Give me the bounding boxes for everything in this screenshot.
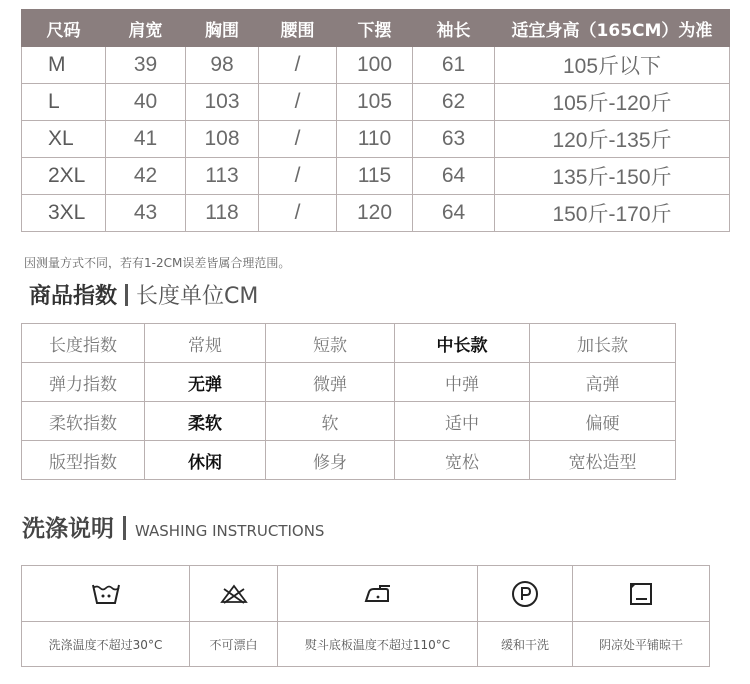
table-row bbox=[22, 121, 730, 158]
table-cell: 135斤-150斤 bbox=[495, 158, 730, 195]
table-row bbox=[22, 158, 730, 195]
index-row bbox=[22, 324, 676, 363]
table-cell: / bbox=[259, 121, 337, 158]
table-row bbox=[22, 195, 730, 232]
title-divider bbox=[123, 516, 126, 540]
table-cell: 105 bbox=[337, 84, 413, 121]
wash-text: 不可漂白 bbox=[190, 622, 278, 667]
index-option: 无弹 bbox=[145, 363, 266, 402]
wash-section-title bbox=[22, 510, 324, 543]
table-cell: 43 bbox=[106, 195, 186, 232]
wash-30-icon bbox=[91, 582, 121, 606]
wash-icon-cell bbox=[478, 566, 573, 622]
size-table-header-row bbox=[22, 10, 730, 47]
size-cell: XL bbox=[22, 121, 106, 158]
size-cell: L bbox=[22, 84, 106, 121]
index-title: 商品指数 bbox=[29, 284, 118, 309]
table-cell: / bbox=[259, 158, 337, 195]
index-option: 中长款 bbox=[395, 324, 530, 363]
title-divider bbox=[125, 284, 128, 306]
index-label: 版型指数 bbox=[22, 441, 145, 480]
index-option: 软 bbox=[266, 402, 395, 441]
table-cell: 42 bbox=[106, 158, 186, 195]
table-cell: 108 bbox=[186, 121, 259, 158]
index-subtitle: 长度单位CM bbox=[136, 284, 259, 309]
table-cell: 118 bbox=[186, 195, 259, 232]
table-cell: 105斤以下 bbox=[495, 47, 730, 84]
index-option: 微弹 bbox=[266, 363, 395, 402]
wash-icon-cell bbox=[190, 566, 278, 622]
index-label: 柔软指数 bbox=[22, 402, 145, 441]
wash-text-row bbox=[22, 622, 710, 667]
table-cell: 103 bbox=[186, 84, 259, 121]
iron-icon bbox=[363, 583, 393, 605]
table-cell: 62 bbox=[413, 84, 495, 121]
dry-clean-p-icon bbox=[511, 580, 539, 608]
wash-text: 洗涤温度不超过30°C bbox=[22, 622, 190, 667]
wash-icons-row bbox=[22, 566, 710, 622]
dry-flat-shade-icon bbox=[628, 581, 654, 607]
table-cell: 61 bbox=[413, 47, 495, 84]
wash-text: 缓和干洗 bbox=[478, 622, 573, 667]
no-bleach-icon bbox=[219, 583, 249, 605]
wash-text: 熨斗底板温度不超过110°C bbox=[278, 622, 478, 667]
table-cell: 64 bbox=[413, 158, 495, 195]
size-chart-table bbox=[21, 9, 730, 232]
wash-text: 阴凉处平铺晾干 bbox=[573, 622, 710, 667]
measurement-note: 因测量方式不同，若有1-2CM误差皆属合理范围。 bbox=[24, 256, 291, 270]
size-table-header: 胸围 bbox=[186, 10, 259, 47]
table-cell: 39 bbox=[106, 47, 186, 84]
index-option: 中弹 bbox=[395, 363, 530, 402]
table-cell: 110 bbox=[337, 121, 413, 158]
table-cell: 120斤-135斤 bbox=[495, 121, 730, 158]
wash-icon-cell bbox=[573, 566, 710, 622]
table-row bbox=[22, 84, 730, 121]
index-section-title bbox=[29, 279, 258, 310]
product-index-table bbox=[21, 323, 676, 480]
wash-icon-cell bbox=[22, 566, 190, 622]
table-cell: 64 bbox=[413, 195, 495, 232]
index-option: 短款 bbox=[266, 324, 395, 363]
size-cell: 3XL bbox=[22, 195, 106, 232]
table-cell: / bbox=[259, 195, 337, 232]
index-option: 常规 bbox=[145, 324, 266, 363]
index-option: 休闲 bbox=[145, 441, 266, 480]
table-cell: 40 bbox=[106, 84, 186, 121]
index-row bbox=[22, 441, 676, 480]
size-table-header: 袖长 bbox=[413, 10, 495, 47]
index-label: 弹力指数 bbox=[22, 363, 145, 402]
table-cell: 113 bbox=[186, 158, 259, 195]
table-cell: 98 bbox=[186, 47, 259, 84]
size-table-header: 腰围 bbox=[259, 10, 337, 47]
size-table-header: 下摆 bbox=[337, 10, 413, 47]
table-cell: 150斤-170斤 bbox=[495, 195, 730, 232]
index-label: 长度指数 bbox=[22, 324, 145, 363]
wash-title: 洗涤说明 bbox=[22, 516, 114, 542]
index-option: 宽松造型 bbox=[530, 441, 676, 480]
index-option: 宽松 bbox=[395, 441, 530, 480]
index-option: 高弹 bbox=[530, 363, 676, 402]
size-table-header: 肩宽 bbox=[106, 10, 186, 47]
size-cell: M bbox=[22, 47, 106, 84]
size-table-header: 适宜身高（165CM）为准 bbox=[495, 10, 730, 47]
table-cell: 115 bbox=[337, 158, 413, 195]
table-row bbox=[22, 47, 730, 84]
index-option: 适中 bbox=[395, 402, 530, 441]
index-row bbox=[22, 363, 676, 402]
size-table-header: 尺码 bbox=[22, 10, 106, 47]
table-cell: 105斤-120斤 bbox=[495, 84, 730, 121]
table-cell: 41 bbox=[106, 121, 186, 158]
table-cell: / bbox=[259, 84, 337, 121]
table-cell: / bbox=[259, 47, 337, 84]
wash-subtitle: WASHING INSTRUCTIONS bbox=[135, 522, 325, 540]
index-row bbox=[22, 402, 676, 441]
table-cell: 63 bbox=[413, 121, 495, 158]
index-option: 偏硬 bbox=[530, 402, 676, 441]
wash-icon-cell bbox=[278, 566, 478, 622]
size-cell: 2XL bbox=[22, 158, 106, 195]
index-option: 柔软 bbox=[145, 402, 266, 441]
table-cell: 100 bbox=[337, 47, 413, 84]
washing-instructions-table bbox=[21, 565, 710, 667]
table-cell: 120 bbox=[337, 195, 413, 232]
index-option: 修身 bbox=[266, 441, 395, 480]
index-option: 加长款 bbox=[530, 324, 676, 363]
